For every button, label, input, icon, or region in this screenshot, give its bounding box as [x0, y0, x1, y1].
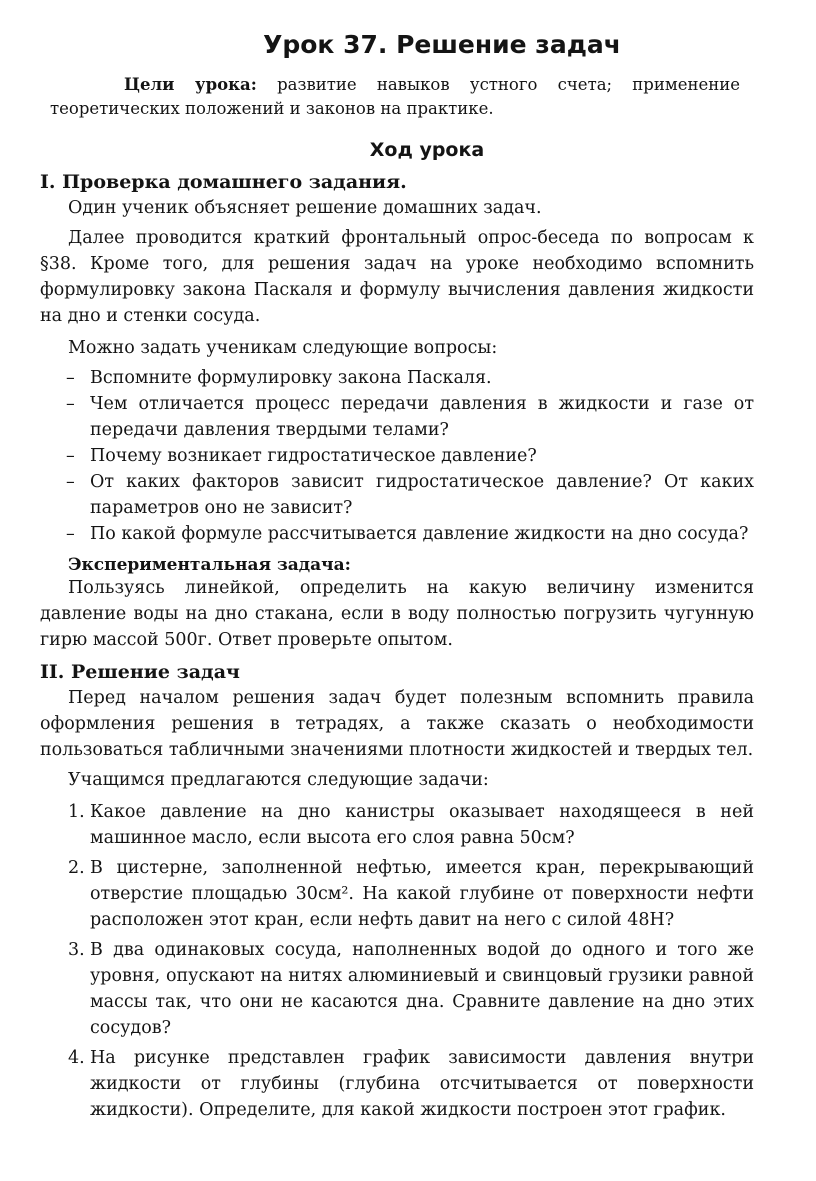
tasks-list: [40, 799, 754, 1123]
section1-paragraph-1: Один ученик объясняет решение домашних задач.: [68, 198, 542, 218]
goals-text: развитие навыков устного счета; применение теоретических положений и законов на практике.: [50, 75, 740, 118]
list-item: 4. На рисунке представлен график зависимости давления внутри жидкости от глубины (глубина отсчитывается от поверхности жидкости). Определите, для какой жидкости построен этот график.: [68, 1048, 754, 1120]
section-homework-check: [40, 171, 754, 653]
section1-paragraph-2: Далее проводится краткий фронтальный опрос-беседа по вопросам к §38. Кроме того, для решения задач на уроке необходимо вспомнить формулировку закона Паскаля и формулу вычисления давления жидкости на дно и стенки сосуда.: [40, 228, 754, 326]
list-item: 3. В два одинаковых сосуда, наполненных водой до одного и того же уровня, опускают на нитях алюминиевый и свинцовый грузики равной массы так, что они не касаются дна. Сравните давление на дно этих сосудов?: [68, 940, 754, 1038]
list-item: – По какой формуле рассчитывается давление жидкости на дно сосуда?: [66, 524, 749, 544]
experiment-heading: Экспериментальная задача:: [68, 555, 351, 575]
list-item: – Вспомните формулировку закона Паскаля.: [66, 368, 492, 388]
section2-paragraph-1: Перед началом решения задач будет полезным вспомнить правила оформления решения в тетрадях, а также сказать о необходимости пользоваться табличными значениями плотности жидкостей и твердых тел.: [40, 688, 754, 760]
lesson-title: Урок 37. Решение задач: [263, 30, 621, 59]
list-item: 2. В цистерне, заполненной нефтью, имеется кран, перекрывающий отверстие площадью 30см². На какой глубине от поверхности нефти расположен этот кран, если нефть давит на него с силой 48Н?: [68, 858, 754, 930]
section-problem-solving: [40, 661, 754, 1123]
questions-list: [40, 365, 754, 547]
goals-label: Цели урока:: [124, 75, 257, 94]
course-heading: Ход урока: [369, 139, 485, 161]
list-item: – Чем отличается процесс передачи давления в жидкости и газе от передачи давления твердыми телами?: [66, 394, 754, 440]
tasks-intro: Учащимся предлагаются следующие задачи:: [68, 770, 489, 790]
list-item: – Почему возникает гидростатическое давление?: [66, 446, 537, 466]
list-item: 1. Какое давление на дно канистры оказывает находящееся в ней машинное масло, если высота его слоя равна 50см?: [68, 802, 754, 848]
list-item: – От каких факторов зависит гидростатическое давление? От каких параметров оно не зависит?: [66, 472, 754, 518]
questions-intro: Можно задать ученикам следующие вопросы:: [68, 338, 498, 358]
lesson-goals: [50, 73, 740, 121]
experiment-text: Пользуясь линейкой, определить на какую величину изменится давление воды на дно стакана, если в воду полностью погрузить чугунную гирю массой 500г. Ответ проверьте опытом.: [40, 578, 754, 650]
section2-heading: II. Решение задач: [40, 661, 240, 683]
section1-heading: I. Проверка домашнего задания.: [40, 171, 407, 193]
